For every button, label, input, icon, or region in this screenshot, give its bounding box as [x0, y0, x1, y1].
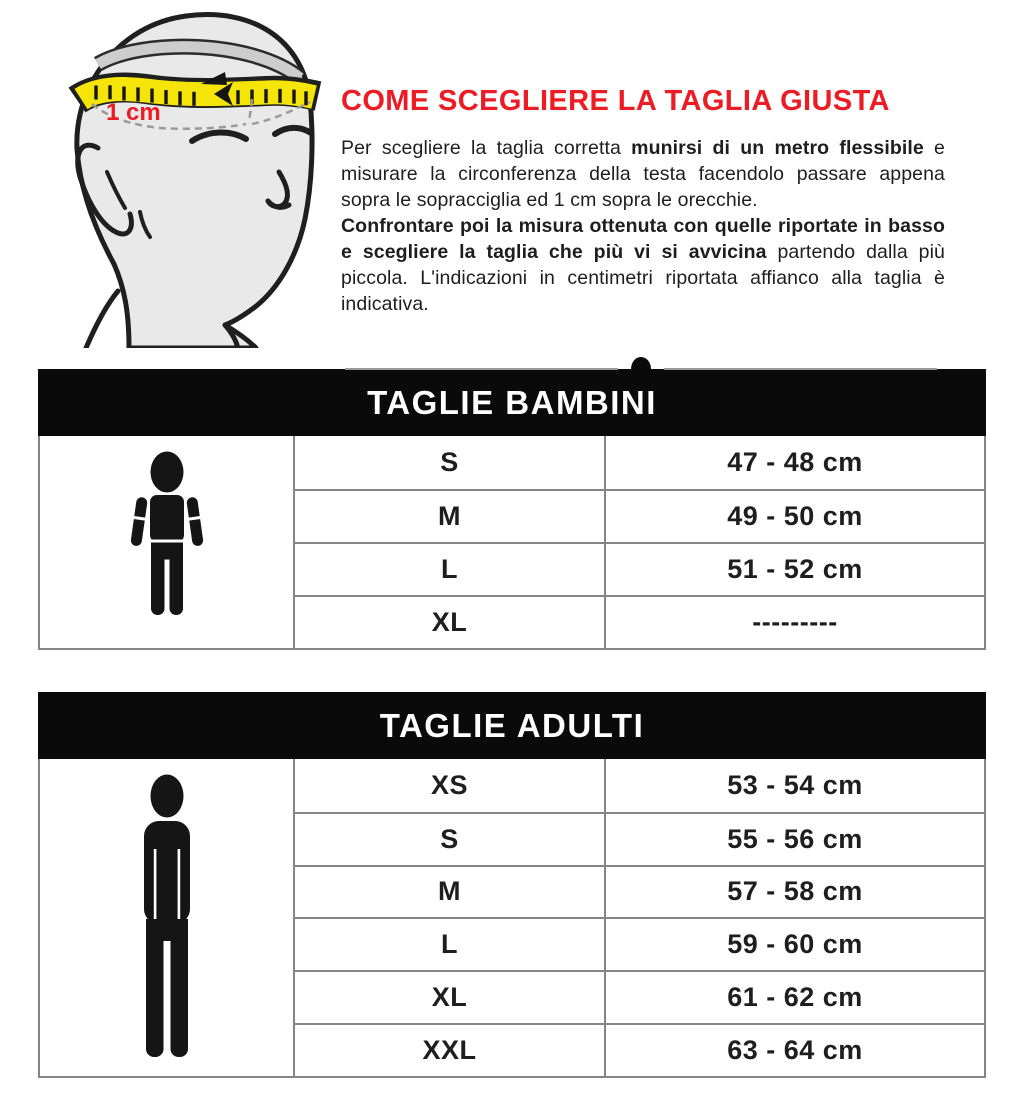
size-label: M [295, 865, 606, 918]
bambini-table [38, 436, 986, 650]
head-measure-illustration [28, 0, 330, 348]
size-range: 47 - 48 cm [727, 447, 863, 477]
size-label: XS [295, 759, 606, 812]
size-range: 57 - 58 cm [606, 865, 984, 918]
size-label: XL [295, 595, 606, 648]
size-range: 51 - 52 cm [606, 542, 984, 595]
head-with-tape-drawing [28, 0, 330, 348]
adulti-section [38, 692, 986, 1078]
size-label: XXL [295, 1023, 606, 1076]
intro-text-block [341, 86, 945, 381]
p1-bold-text: munirsi di un metro flessibile [631, 136, 924, 159]
size-range: 59 - 60 cm [606, 917, 984, 970]
adulti-table [38, 759, 986, 1078]
shoulder-line [86, 291, 118, 348]
intro-section [0, 0, 1024, 369]
size-label: S [295, 812, 606, 865]
size-range: 55 - 56 cm [606, 812, 984, 865]
bambini-section [38, 369, 986, 650]
bambini-title: TAGLIE BAMBINI [367, 383, 657, 421]
size-label: M [295, 489, 606, 542]
size-label: XL [295, 970, 606, 1023]
adulti-title: TAGLIE ADULTI [379, 706, 645, 744]
one-cm-label: 1 cm [106, 99, 161, 126]
p1-text-2: e misurare la circonferenza della testa facendolo passare appena sopra le sopracciglia ed 1 cm sopra le orecchie. [341, 136, 945, 211]
size-range: 63 - 64 cm [606, 1023, 984, 1076]
divider-line-left [345, 368, 618, 370]
divider-line-right [664, 368, 937, 370]
size-label: S [295, 436, 606, 489]
adulti-header-bar [38, 692, 986, 759]
adult-figure-icon [40, 759, 295, 1076]
size-label: L [295, 542, 606, 595]
size-label: L [295, 917, 606, 970]
p2-bold-text: Confrontare poi la misura ottenuta con quelle riportate in basso e scegliere la taglia che più vi si avvicina [341, 214, 945, 263]
intro-paragraph-1 [341, 135, 945, 213]
size-range: 61 - 62 cm [606, 970, 984, 1023]
size-range: 49 - 50 cm [606, 489, 984, 542]
intro-paragraph-2 [341, 213, 945, 317]
p1-text: Per scegliere la taglia corretta [341, 136, 632, 159]
child-figure-icon [40, 436, 295, 648]
divider-dot [631, 357, 651, 381]
page-title: COME SCEGLIERE LA TAGLIA GIUSTA [341, 85, 890, 117]
size-range: 53 - 54 cm [727, 769, 863, 800]
size-range: --------- [606, 595, 984, 648]
p2-text: partendo dalla più piccola. L'indicazioni in centimetri riportata affianco alla taglia è indicativa. [341, 240, 945, 315]
section-divider [345, 357, 937, 381]
